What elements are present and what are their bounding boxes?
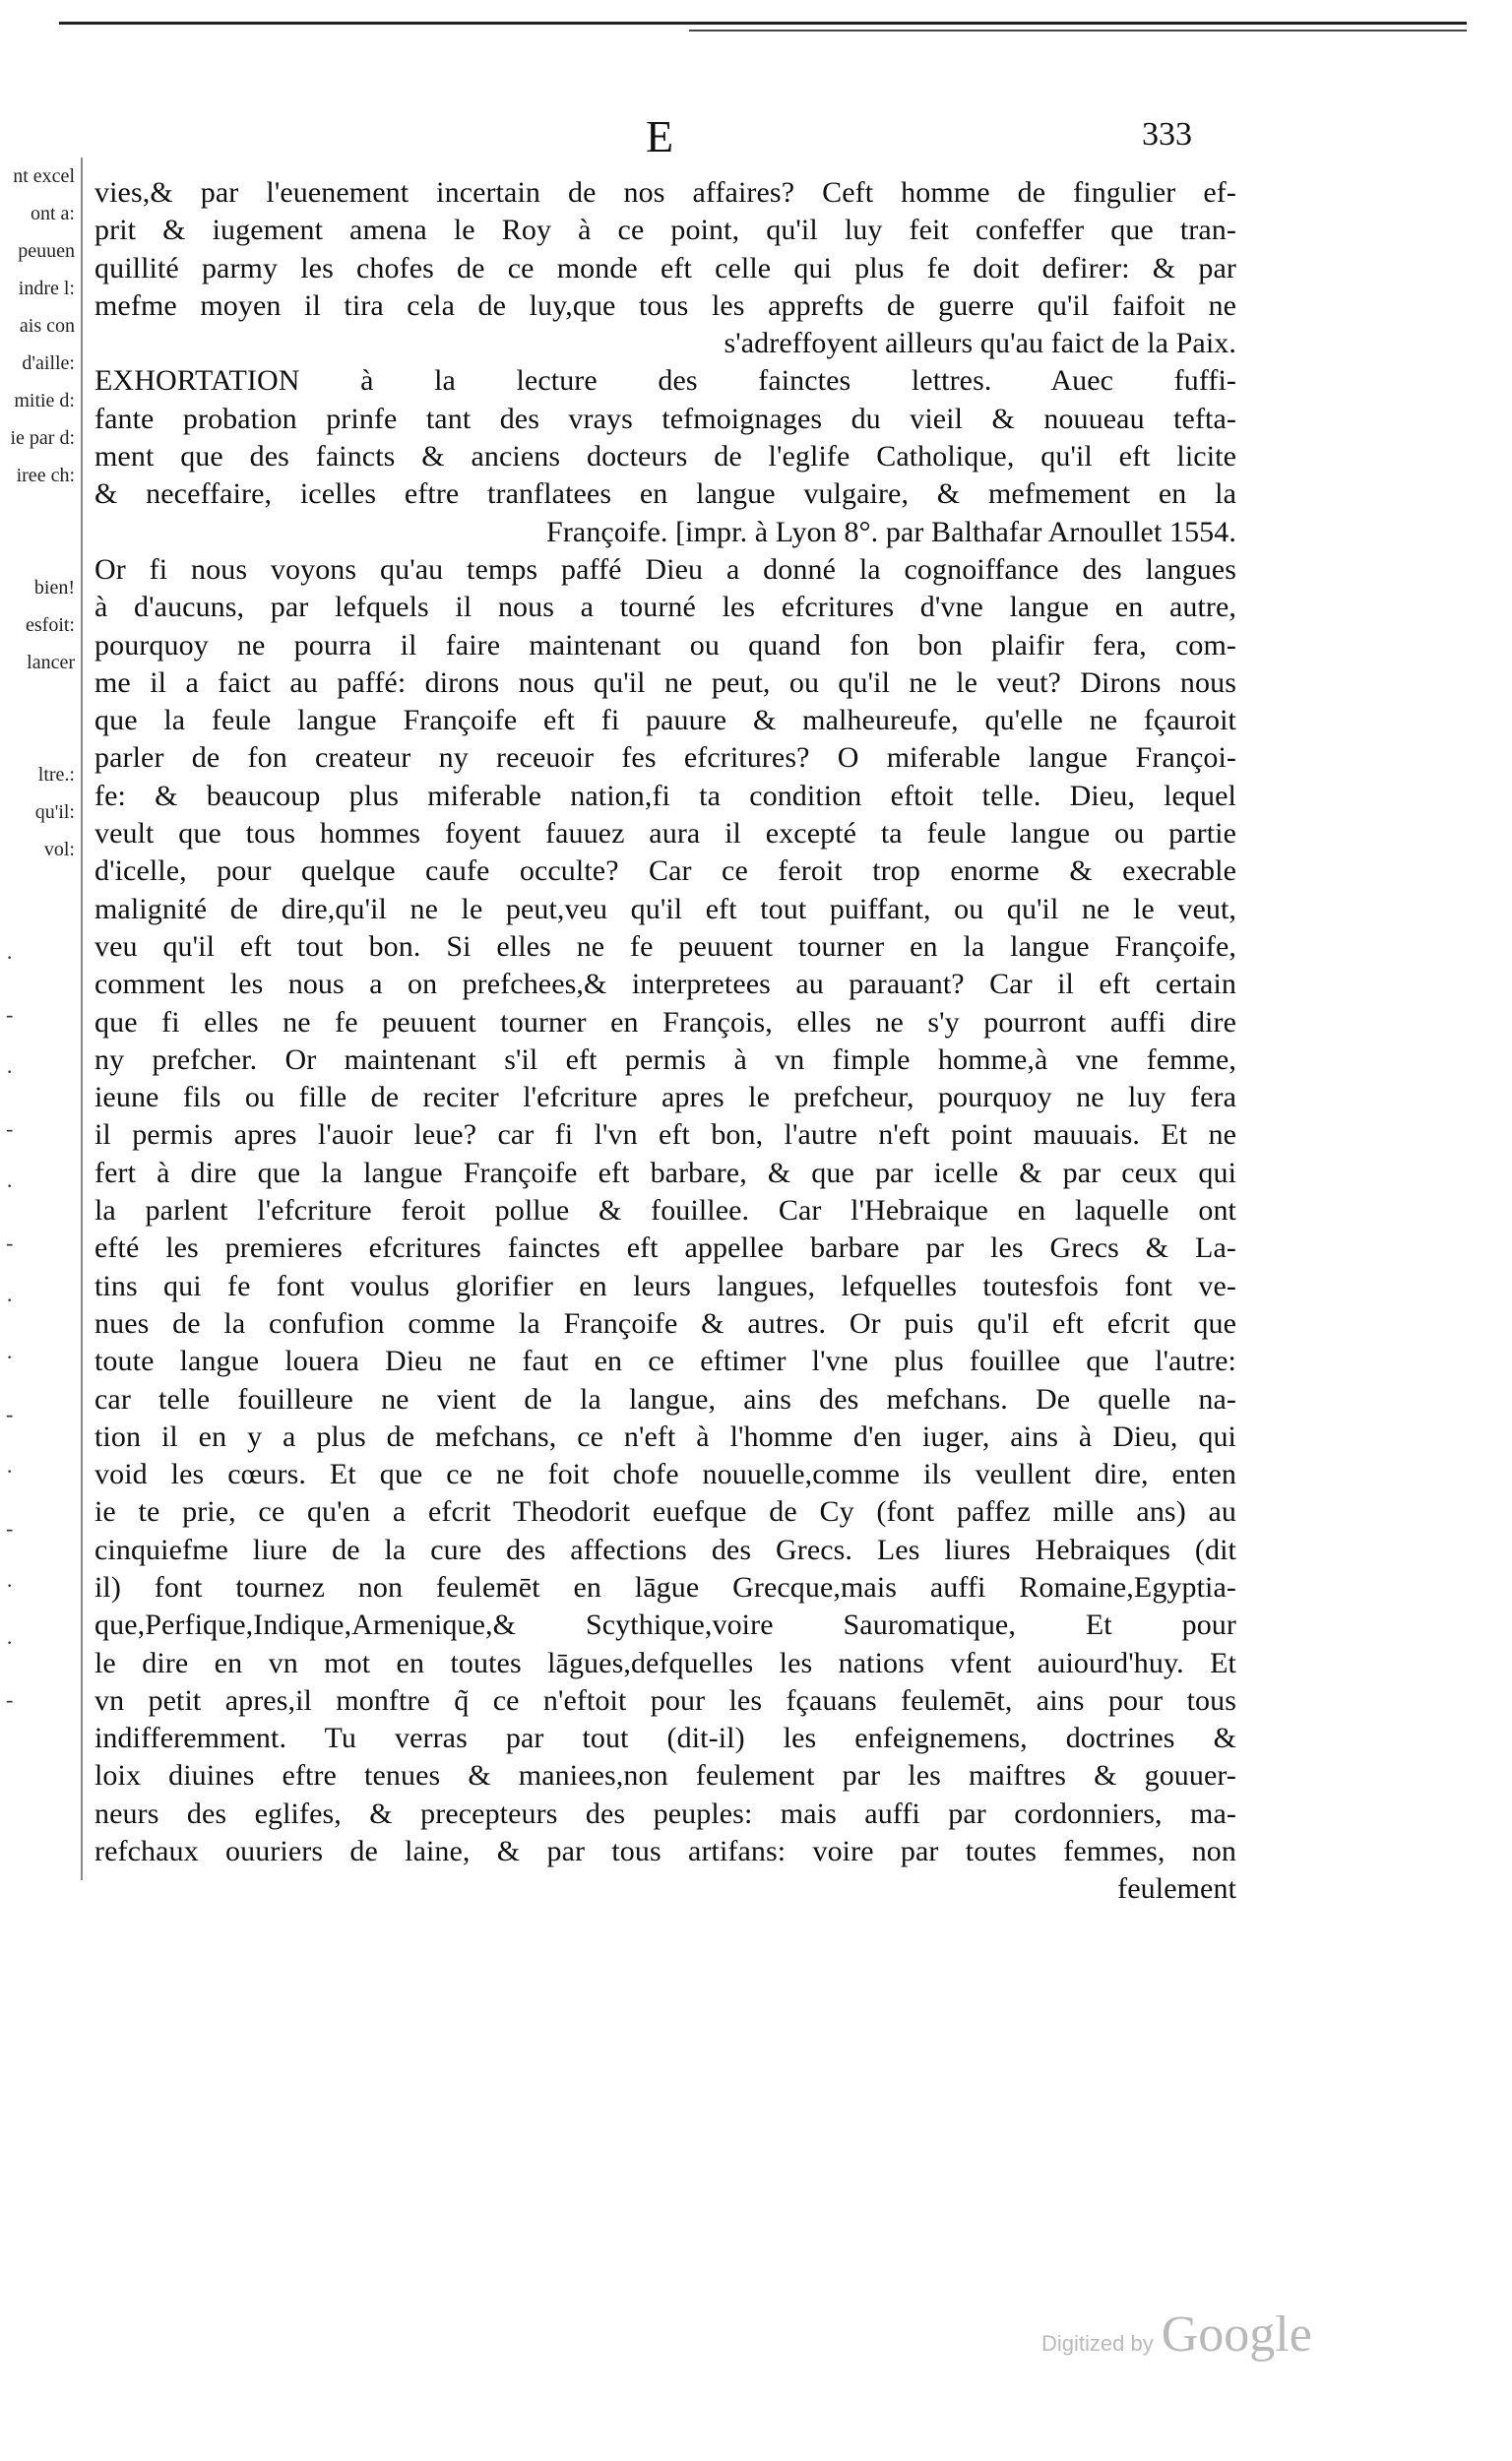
text-line: refchaux ouuriers de laine, & par tous artifans: voire par toutes femmes, non (94, 1835, 1236, 1868)
digitized-by-google-watermark (1041, 2305, 1366, 2368)
text-line: que la feule langue Françoife eft fi pauure & malheureufe, qu'elle ne fçauroit (94, 704, 1236, 737)
text-line: d'icelle, pour quelque caufe occulte? Car ce feroit trop enorme & execrable (94, 854, 1236, 888)
margin-fragment (0, 681, 81, 719)
margin-tick: · (6, 1288, 14, 1312)
text-line: loix diuines eftre tenues & maniees,non feulement par les maiftres & gouuer- (94, 1759, 1236, 1793)
text-line: tion il en y a plus de mefchans, ce n'eft à l'homme d'en iuger, ains à Dieu, qui (94, 1420, 1236, 1453)
text-line: me il a faict au paffé: dirons nous qu'il ne peut, ou qu'il ne le veut? Dirons nous (94, 665, 1236, 699)
margin-tick: · (6, 1173, 14, 1198)
text-line: veult que tous hommes foyent fauuez aura il excepté ta feule langue ou partie (94, 817, 1236, 851)
text-line: void les cœurs. Et que ce ne foit chofe nouuelle,comme ils veullent dire, enten (94, 1458, 1236, 1491)
text-line: ie te prie, ce qu'en a efcrit Theodorit euefque de Cy (font paffez mille ans) au (94, 1495, 1236, 1529)
text-line: ieune fils ou fille de reciter l'efcriture apres le prefcheur, pourquoy ne luy fera (94, 1081, 1236, 1114)
margin-fragment: vol: (43, 839, 75, 860)
text-line: cinquiefme liure de la cure des affections des Grecs. Les liures Hebraiques (dit (94, 1533, 1236, 1566)
text-line: fert à dire que la langue Françoife eft barbare, & que par icelle & par ceux qui (94, 1156, 1236, 1189)
margin-tick: - (6, 1687, 14, 1712)
text-line: efté les premieres efcritures fainctes eft appellee barbare par les Grecs & La- (94, 1231, 1236, 1265)
text-line: Or fi nous voyons qu'au temps paffé Dieu a donné la cognoiffance des langues (94, 552, 1236, 586)
text-line: que,Perfique,Indique,Armenique,& Scythique,voire Sauromatique, Et pour (94, 1609, 1236, 1642)
text-line: la parlent l'efcriture feroit pollue & fouillee. Car l'Hebraique en laquelle ont (94, 1194, 1236, 1228)
text-line: parler de fon createur ny receuoir fes efcritures? O miferable langue Françoi- (94, 741, 1236, 775)
page-number: 333 (1142, 116, 1192, 153)
margin-fragment: nt excel (13, 165, 75, 187)
margin-tick: · (6, 1573, 14, 1598)
text-line: EXHORTATION à la lecture des fainctes lettres. Auec fuffi- (94, 364, 1236, 398)
text-line: neurs des eglifes, & precepteurs des peuples: mais auffi par cordonniers, ma- (94, 1797, 1236, 1830)
text-line: fe: & beaucoup plus miferable nation,fi ta condition eftoit telle. Dieu, lequel (94, 779, 1236, 812)
text-line: feulement (1117, 1872, 1236, 1906)
margin-fragment: mitie d: (14, 390, 75, 411)
text-line: que fi elles ne fe peuuent tourner en François, elles ne s'y pourront auffi dire (94, 1005, 1236, 1039)
text-line: le dire en vn mot en toutes lāgues,defquelles les nations vfent auiourd'huy. Et (94, 1646, 1236, 1679)
text-line: malignité de dire,qu'il ne le peut,veu qu'il eft tout puiffant, ou qu'il ne le veut, (94, 892, 1236, 925)
text-line: toute langue louera Dieu ne faut en ce eftimer l'vne plus fouillee que l'autre: (94, 1345, 1236, 1378)
margin-fragment: ltre.: (37, 764, 75, 786)
top-rule (59, 22, 1467, 25)
text-line: indifferemment. Tu verras par tout (dit-il) les enfeignemens, doctrines & (94, 1722, 1236, 1755)
margin-tick: · (6, 945, 14, 970)
margin-fragment: peuuen (18, 240, 75, 262)
margin-tick: - (6, 1116, 14, 1141)
margin-fragment: indre l: (18, 278, 75, 299)
text-line: ny prefcher. Or maintenant s'il eft permis à vn fimple homme,à vne femme, (94, 1042, 1236, 1076)
margin-tick: · (6, 1059, 14, 1084)
margin-fragment: esfoit: (26, 614, 75, 636)
margin-fragment: iree ch: (16, 465, 75, 486)
margin-tick: · (6, 1630, 14, 1655)
text-line: quillité parmy les chofes de ce monde eft celle qui plus fe doit defirer: & par (94, 251, 1236, 284)
margin-fragment: bien! (33, 577, 75, 599)
text-line: comment les nous a on prefchees,& interpretees au parauant? Car il eft certain (94, 968, 1236, 1001)
text-line: il) font tournez non feulemēt en lāgue Grecque,mais auffi Romaine,Egyptia- (94, 1570, 1236, 1604)
text-line: veu qu'il eft tout bon. Si elles ne fe peuuent tourner en la langue Françoife, (94, 929, 1236, 963)
margin-marks (6, 945, 45, 1744)
text-line: vies,& par l'euenement incertain de nos affaires? Ceft homme de fingulier ef- (94, 176, 1236, 209)
margin-tick: - (6, 1002, 14, 1027)
google-logo: Google (1161, 2306, 1312, 2363)
text-line: il permis apres l'auoir leue? car fi l'vn eft bon, l'autre n'eft point mauuais. Et ne (94, 1118, 1236, 1152)
text-line: vn petit apres,il monftre q̃ ce n'eftoit pour les fçauans feulemēt, ains pour tous (94, 1683, 1236, 1717)
text-line: s'adreffoyent ailleurs qu'au faict de la Paix. (724, 327, 1236, 360)
running-head: E (645, 111, 674, 161)
text-line: Françoife. [impr. à Lyon 8°. par Balthafar Arnoullet 1554. (546, 515, 1236, 548)
text-line: ment que des faincts & anciens docteurs de l'eglife Catholique, qu'il eft licite (94, 440, 1236, 473)
text-line: car telle fouilleure ne vient de la langue, ains des mefchans. De quelle na- (94, 1382, 1236, 1416)
margin-tick: · (6, 1345, 14, 1369)
margin-tick: · (6, 1459, 14, 1483)
margin-fragment (0, 494, 81, 532)
text-line: prit & iugement amena le Roy à ce point, qu'il luy feit confeffer que tran- (94, 214, 1236, 247)
margin-tick: - (6, 1230, 14, 1255)
text-line: nues de la confufion comme la Françoife & autres. Or puis qu'il eft efcrit que (94, 1306, 1236, 1340)
text-line: à d'aucuns, par lefquels il nous a tourné les efcritures d'vne langue en autre, (94, 591, 1236, 624)
text-line: pourquoy ne pourra il faire maintenant ou quand fon bon plaifir fera, com- (94, 628, 1236, 662)
margin-tick: - (6, 1516, 14, 1541)
text-line: mefme moyen il tira cela de luy,que tous les apprefts de guerre qu'il faifoit ne (94, 288, 1236, 322)
margin-fragment (0, 719, 81, 756)
margin-fragment: ie par d: (10, 427, 75, 449)
margin-fragment: d'aille: (22, 352, 75, 374)
text-line: tins qui fe font voulus glorifier en leurs langues, lefquelles toutesfois font ve- (94, 1269, 1236, 1302)
text-line: fante probation prinfe tant des vrays tefmoignages du vieil & nouueau tefta- (94, 402, 1236, 435)
body-text (94, 174, 1236, 1909)
watermark-prefix: Digitized by (1041, 2331, 1154, 2356)
margin-fragment: ais con (19, 315, 75, 337)
margin-fragment (0, 532, 81, 569)
margin-fragment: lancer (27, 652, 75, 673)
margin-fragment: ont a: (31, 203, 75, 224)
top-rule-secondary (689, 30, 1467, 32)
margin-fragment: qu'il: (34, 801, 75, 823)
text-line: & neceffaire, icelles eftre tranflatees en langue vulgaire, & mefmement en la (94, 477, 1236, 511)
margin-tick: - (6, 1402, 14, 1426)
